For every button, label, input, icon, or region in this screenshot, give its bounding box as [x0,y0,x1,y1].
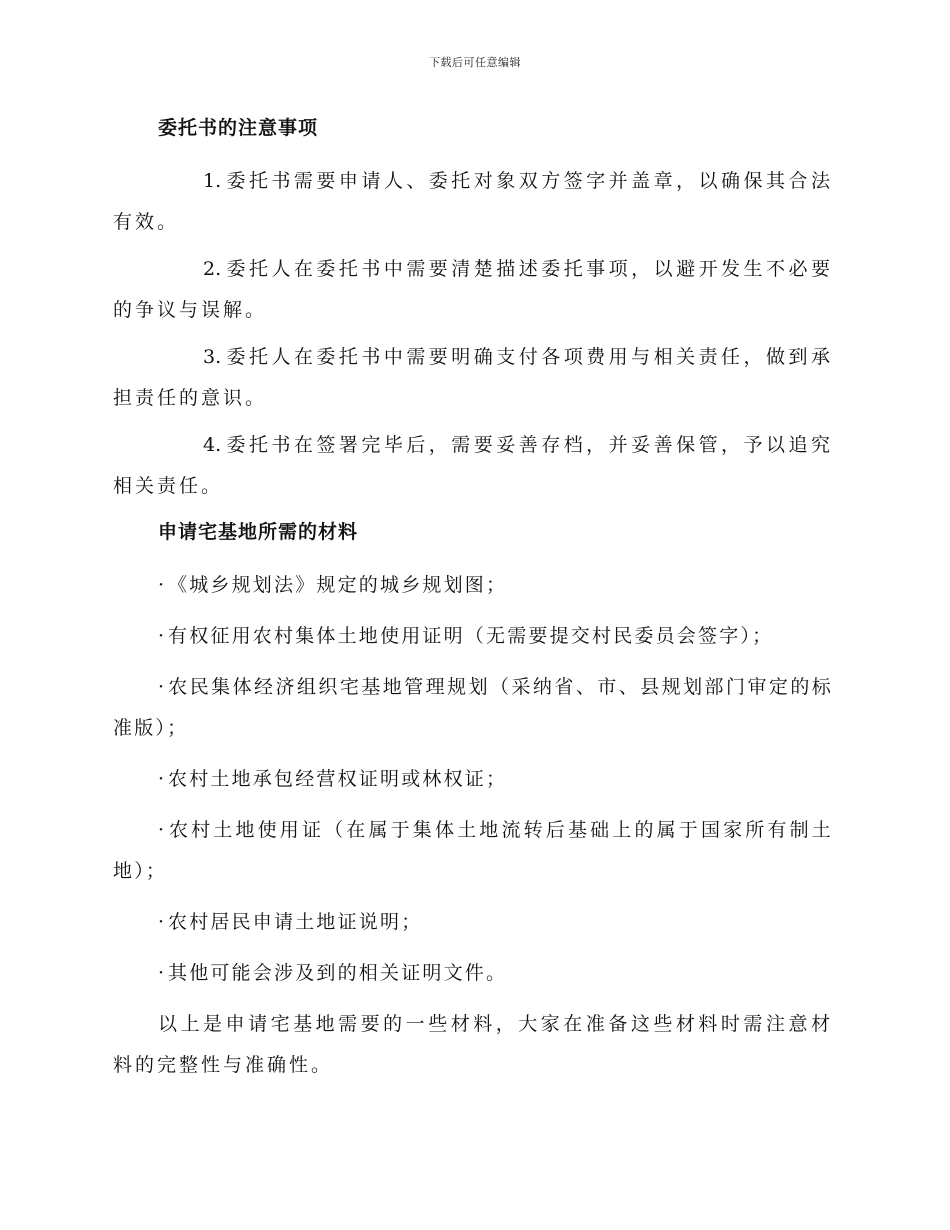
bullet-item [113,565,833,606]
item-text: 委托书在签署完毕后，需要妥善存档，并妥善保管，予以追究相关责任。 [113,434,833,497]
item-number: 1. [203,170,222,192]
conclusion-paragraph: 以上是申请宅基地需要的一些材料，大家在准备这些材料时需注意材料的完整性与准确性。 [113,1013,833,1076]
bullet-text: 农村土地承包经营权证明或林权证； [168,768,508,790]
section-heading-notes: 委托书的注意事项 [158,117,319,139]
bullet-item [113,667,833,749]
numbered-item [113,337,833,419]
bullet-item [113,902,833,943]
bullet-item [113,810,833,892]
page-header: 下载后可任意编辑 [429,56,521,69]
bullet-dot: · [158,768,167,790]
item-text: 委托人在委托书中需要清楚描述委托事项，以避开发生不必要的争议与误解。 [113,258,833,321]
bullet-text: 农村居民申请土地证说明； [168,911,423,933]
bullet-dot: · [158,819,167,841]
bullet-dot: · [158,625,167,647]
item-number: 4. [203,434,222,456]
bullet-text: 《城乡规划法》规定的城乡规划图； [168,574,508,596]
item-number: 2. [203,258,222,280]
numbered-item [113,425,833,507]
numbered-item [113,249,833,331]
bullet-dot: · [158,574,167,596]
bullet-dot: · [158,676,167,698]
section-heading-materials: 申请宅基地所需的材料 [158,521,359,543]
bullet-dot: · [158,911,167,933]
bullet-dot: · [158,962,167,984]
bullet-text: 农民集体经济组织宅基地管理规划（采纳省、市、县规划部门审定的标准版）； [113,676,833,739]
item-text: 委托人在委托书中需要明确支付各项费用与相关责任，做到承担责任的意识。 [113,346,833,409]
document-body [113,113,833,1092]
bullet-item [113,759,833,800]
item-text: 委托书需要申请人、委托对象双方签字并盖章，以确保其合法有效。 [113,170,833,233]
bullet-text: 有权征用农村集体土地使用证明（无需要提交村民委员会签字）； [168,625,774,647]
bullet-text: 其他可能会涉及到的相关证明文件。 [168,962,508,984]
bullet-text: 农村土地使用证（在属于集体土地流转后基础上的属于国家所有制土地）； [113,819,833,882]
bullet-item [113,953,833,994]
bullet-item [113,616,833,657]
numbered-item [113,161,833,243]
item-number: 3. [203,346,222,368]
